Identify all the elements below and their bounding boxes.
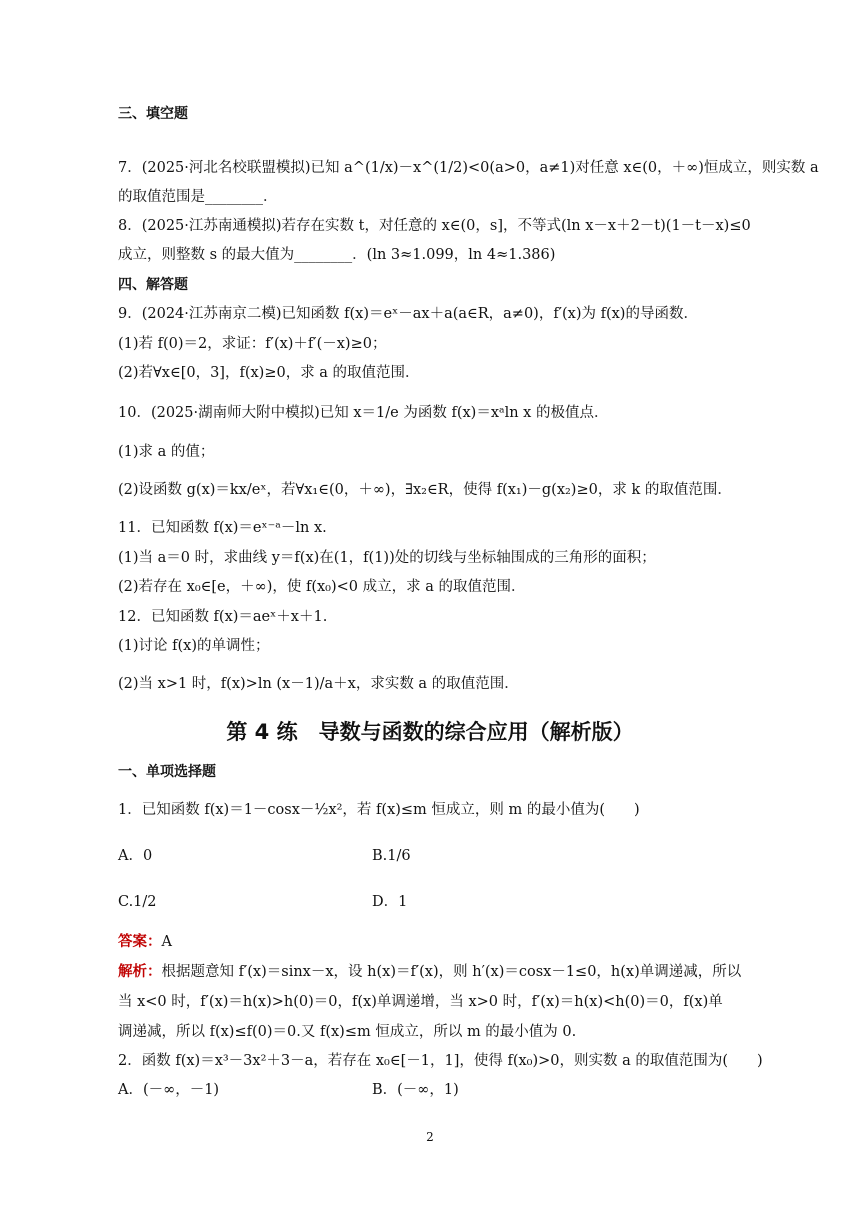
section-heading-single-choice: 一、单项选择题 bbox=[118, 764, 216, 780]
question-1-stem: 1．已知函数 f(x)＝1－cosx－½x²，若 f(x)≤m 恒成立，则 m 的最小值为( ) bbox=[118, 802, 640, 818]
question-1-answer bbox=[118, 932, 172, 952]
question-9-stem: 9．(2024·江苏南京二模)已知函数 f(x)＝eˣ－ax＋a(a∈R，a≠0)，f′(x)为 f(x)的导函数． bbox=[118, 306, 698, 322]
question-8-line-2: 成立，则整数 s 的最大值为________．(ln 3≈1.099，ln 4≈1.386) bbox=[118, 247, 556, 263]
explanation-label: 解析： bbox=[118, 964, 162, 980]
question-12-part-1: (1)讨论 f(x)的单调性； bbox=[118, 638, 270, 654]
question-9-part-1: (1)若 f(0)＝2，求证：f′(x)＋f′(－x)≥0； bbox=[118, 336, 387, 352]
explanation-text: 根据题意知 f′(x)＝sinx－x，设 h(x)＝f′(x)，则 h′(x)＝cosx－1≤0，h(x)单调递减，所以 bbox=[161, 964, 742, 980]
section-heading-fill-blank: 三、填空题 bbox=[118, 106, 188, 122]
question-1-option-c: C.1/2 bbox=[118, 894, 157, 910]
question-1-option-b: B.1/6 bbox=[372, 848, 411, 864]
question-12-part-2: (2)当 x>1 时，f(x)>ln (x－1)/a＋x，求实数 a 的取值范围． bbox=[118, 676, 519, 692]
question-1-explanation-line-1 bbox=[118, 962, 741, 982]
question-1-explanation-line-3: 调递减，所以 f(x)≤f(0)＝0.又 f(x)≤m 恒成立，所以 m 的最小值为 0. bbox=[118, 1024, 577, 1040]
page-number: 2 bbox=[426, 1130, 434, 1144]
answer-label: 答案： bbox=[118, 934, 162, 950]
question-2-stem: 2．函数 f(x)＝x³－3x²＋3－a，若存在 x₀∈[－1，1]，使得 f(x₀)>0，则实数 a 的取值范围为( ) bbox=[118, 1053, 763, 1069]
question-10-stem: 10．(2025·湖南师大附中模拟)已知 x＝1/e 为函数 f(x)＝xᵃln x 的极值点． bbox=[118, 405, 609, 421]
question-8-line-1: 8．(2025·江苏南通模拟)若存在实数 t，对任意的 x∈(0，s]，不等式(ln x－x＋2－t)(1－t－x)≤0 bbox=[118, 218, 751, 234]
section-heading-answer-questions: 四、解答题 bbox=[118, 277, 188, 293]
question-7-line-1: 7．(2025·河北名校联盟模拟)已知 a^(1/x)－x^(1/2)<0(a>0，a≠1)对任意 x∈(0，＋∞)恒成立，则实数 a bbox=[118, 160, 819, 176]
question-10-part-2: (2)设函数 g(x)＝kx/eˣ，若∀x₁∈(0，＋∞)，∃x₂∈R，使得 f(x₁)－g(x₂)≥0，求 k 的取值范围． bbox=[118, 482, 732, 498]
question-12-stem: 12．已知函数 f(x)＝aeˣ＋x＋1. bbox=[118, 609, 328, 625]
question-11-part-2: (2)若存在 x₀∈[e，＋∞)，使 f(x₀)<0 成立，求 a 的取值范围． bbox=[118, 579, 526, 595]
question-1-option-a: A．0 bbox=[118, 848, 153, 864]
question-10-part-1: (1)求 a 的值； bbox=[118, 444, 215, 460]
question-2-option-b: B．(－∞，1) bbox=[372, 1082, 459, 1098]
answer-value: A bbox=[161, 934, 172, 950]
question-1-explanation-line-2: 当 x<0 时，f′(x)＝h(x)>h(0)＝0，f(x)单调递增，当 x>0 时，f′(x)＝h(x)<h(0)＝0，f(x)单 bbox=[118, 994, 723, 1010]
question-11-part-1: (1)当 a＝0 时，求曲线 y＝f(x)在(1，f(1))处的切线与坐标轴围成的三角形的面积； bbox=[118, 550, 656, 566]
page-title: 第 4 练 导数与函数的综合应用（解析版） bbox=[226, 720, 634, 744]
question-2-option-a: A．(－∞，－1) bbox=[118, 1082, 220, 1098]
question-1-option-d: D．1 bbox=[372, 894, 408, 910]
question-9-part-2: (2)若∀x∈[0，3]，f(x)≥0，求 a 的取值范围． bbox=[118, 365, 420, 381]
question-7-line-2: 的取值范围是________． bbox=[118, 189, 278, 205]
question-11-stem: 11．已知函数 f(x)＝eˣ⁻ᵃ－ln x. bbox=[118, 520, 327, 536]
